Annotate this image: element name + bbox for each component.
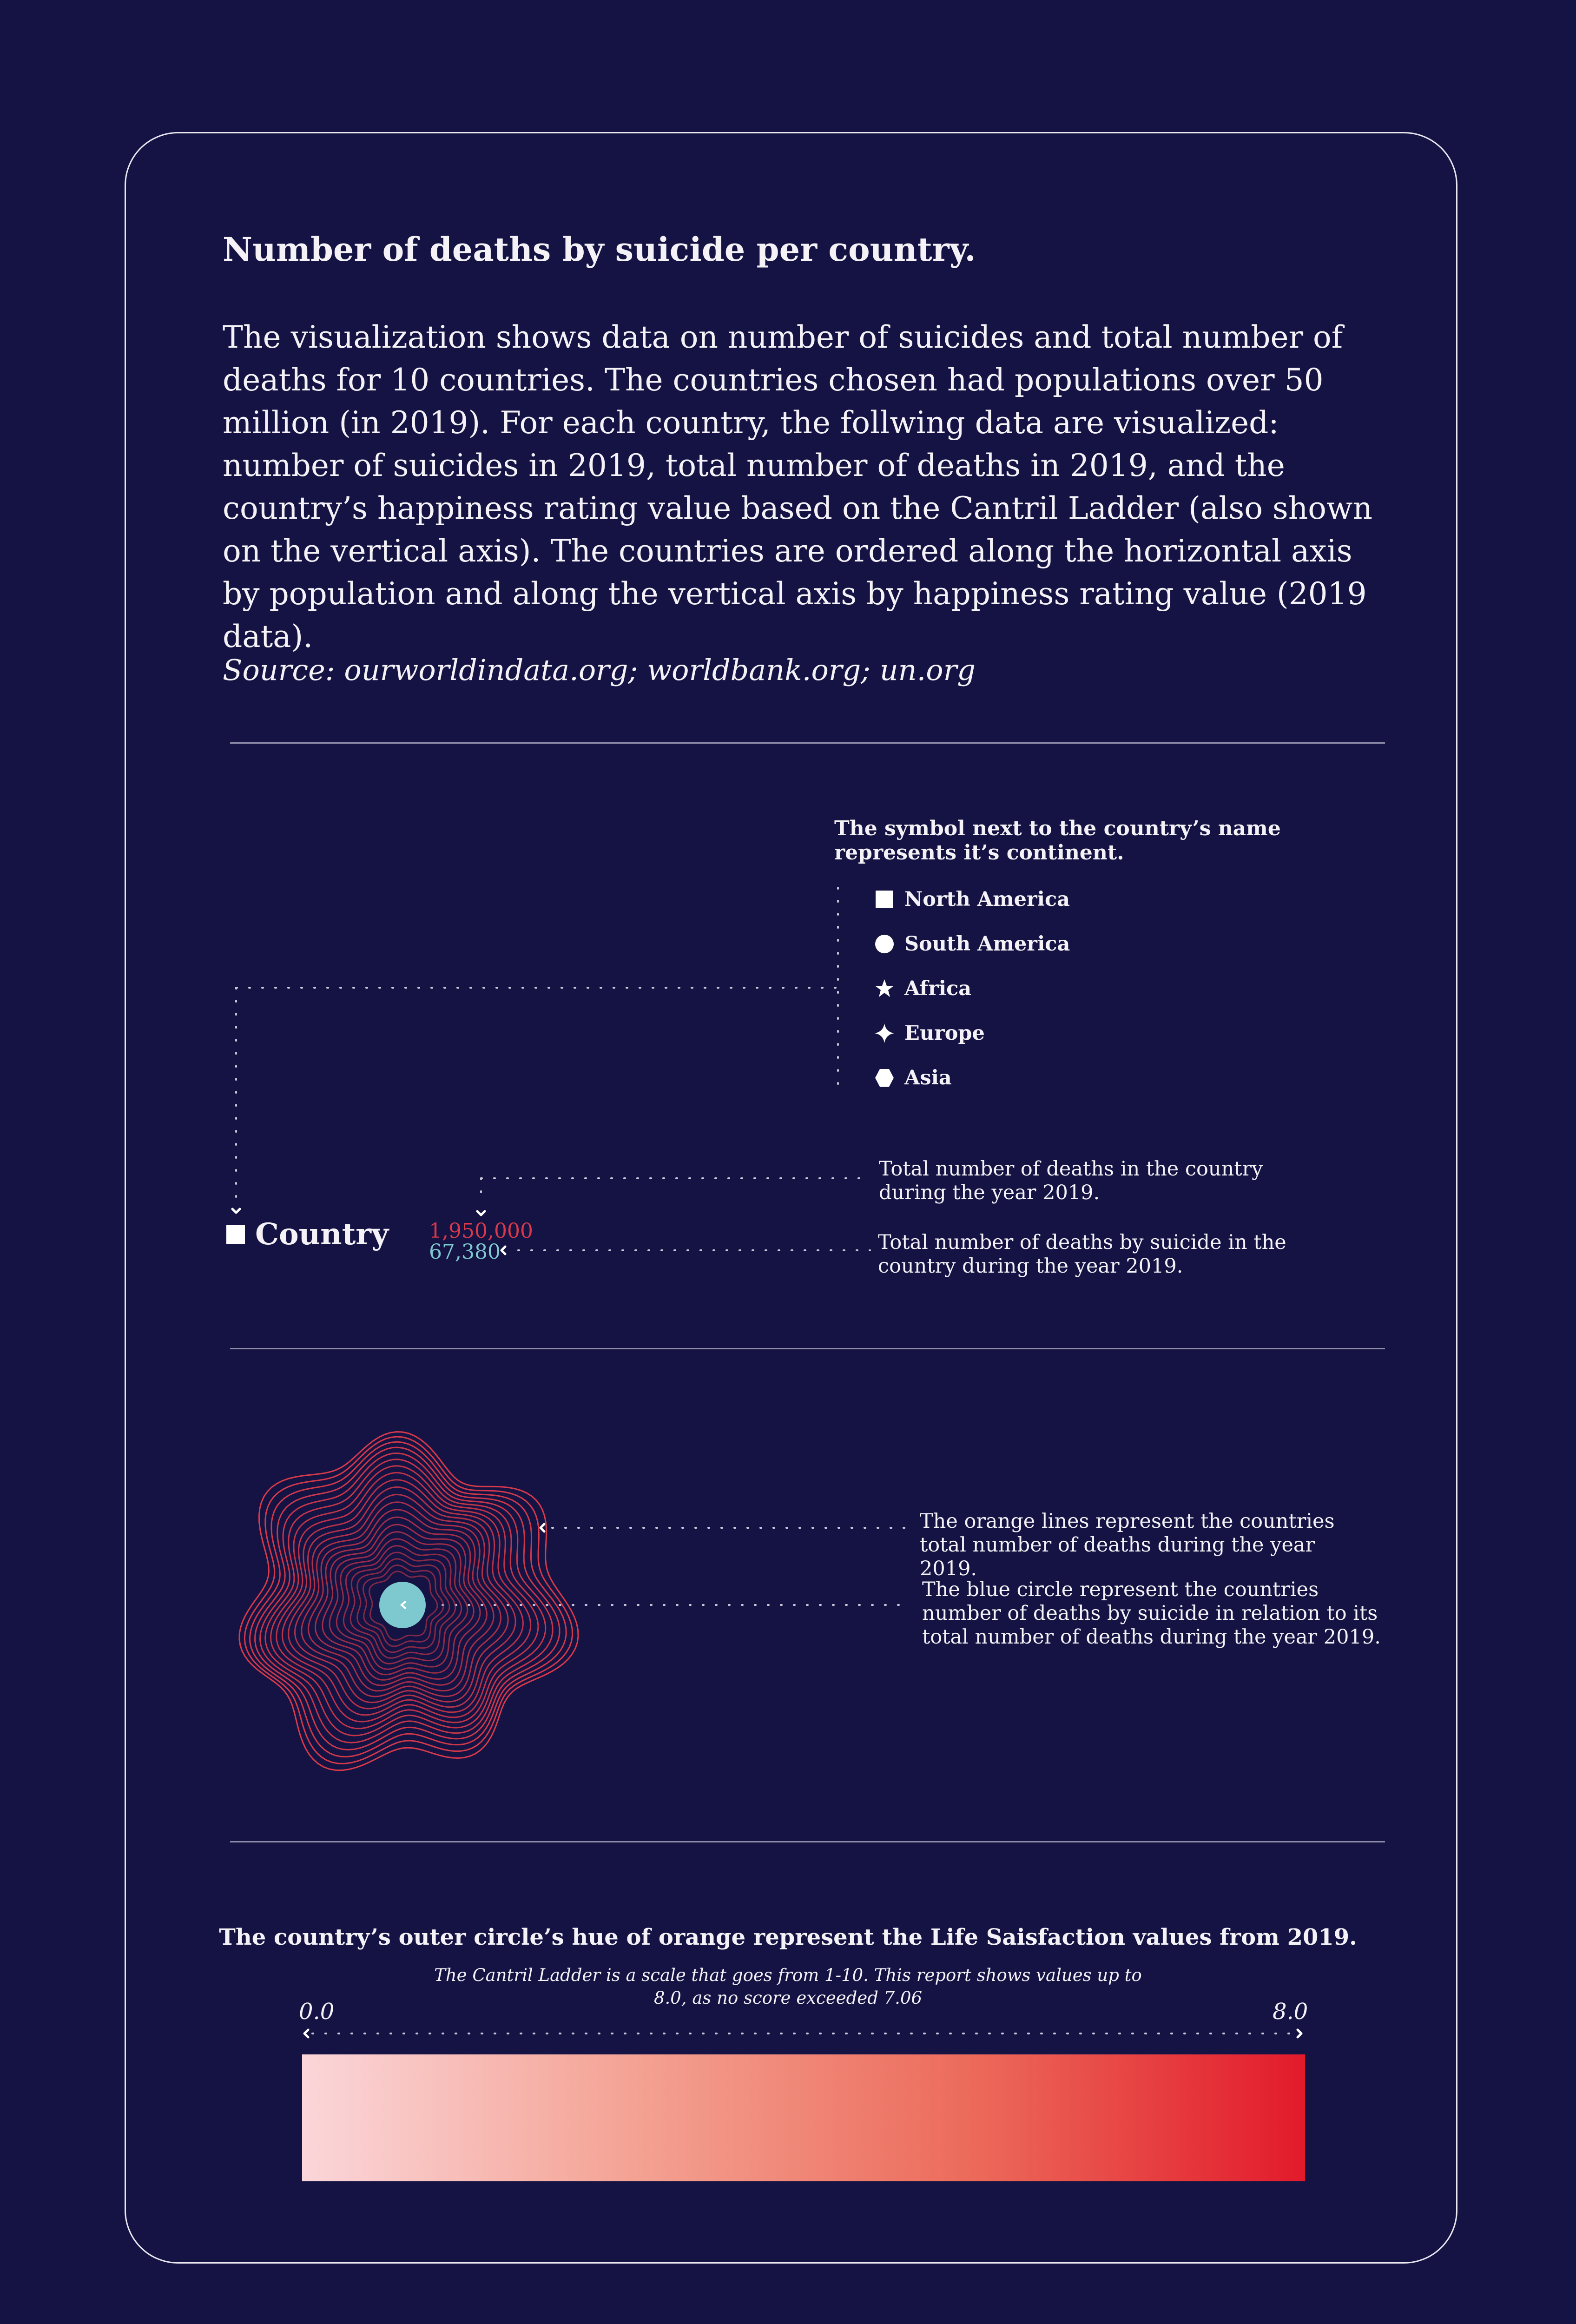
scale-title: The country’s outer circle’s hue of orange represent the Life Saisfaction values from 2019. <box>219 1924 1357 1950</box>
source-text: Source: ourworldindata.org; worldbank.org; un.org <box>223 653 976 687</box>
country-label: Country <box>255 1217 389 1252</box>
description-text: The visualization shows data on number of suicides and total number of deaths for 10 countries. The countries chosen had populations over 50 million (in 2019). For each country, the follwing data are visualized: number of suicides in 2019, total number of deaths in 2019, and the country’s happiness rating value based on the Cantril Ladder (also shown on the vertical axis). The countries are ordered along the horizontal axis by population and along the vertical axis by happiness rating value (2019 data). <box>223 319 1373 654</box>
blue-circle-note: The blue circle represent the countries number of deaths by suicide in relation to its total number of deaths during the year 2019. <box>922 1578 1381 1649</box>
arrow-down-icon <box>232 1209 240 1213</box>
total-deaths-value: 1,950,000 <box>429 1219 533 1243</box>
scale-min-label: 0.0 <box>299 1999 335 2025</box>
arrow-left-icon <box>541 1524 544 1532</box>
orange-lines-note: The orange lines represent the countries total number of deaths during the year 2019. <box>920 1510 1335 1580</box>
sample-country-glyph <box>239 1432 578 1770</box>
arrow-down-icon <box>477 1211 485 1215</box>
legend-title: The symbol next to the country’s name represents it’s continent. <box>834 817 1281 865</box>
arrow-right-icon <box>1298 2030 1301 2037</box>
legend-label: South America <box>904 932 1070 956</box>
scale-subtitle-text: The Cantril Ladder is a scale that goes from 1-10. This report shows values up to 8.0, as no score exceeded 7.06 <box>434 1965 1142 2008</box>
arrow-left-icon <box>501 1247 505 1254</box>
legend-label: North America <box>904 888 1070 911</box>
legend-label: Africa <box>904 977 972 1000</box>
legend-label: Asia <box>904 1066 952 1089</box>
total-deaths-note: Total number of deaths in the country during the year 2019. <box>879 1157 1263 1204</box>
suicide-deaths-note: Total number of deaths by suicide in the country during the year 2019. <box>878 1231 1286 1278</box>
suicide-deaths-value: 67,380 <box>429 1240 501 1264</box>
arrow-left-icon <box>304 2030 308 2037</box>
page-title: Number of deaths by suicide per country. <box>223 230 976 269</box>
scale-max-label: 8.0 <box>1273 1999 1308 2025</box>
legend-label: Europe <box>904 1022 985 1045</box>
